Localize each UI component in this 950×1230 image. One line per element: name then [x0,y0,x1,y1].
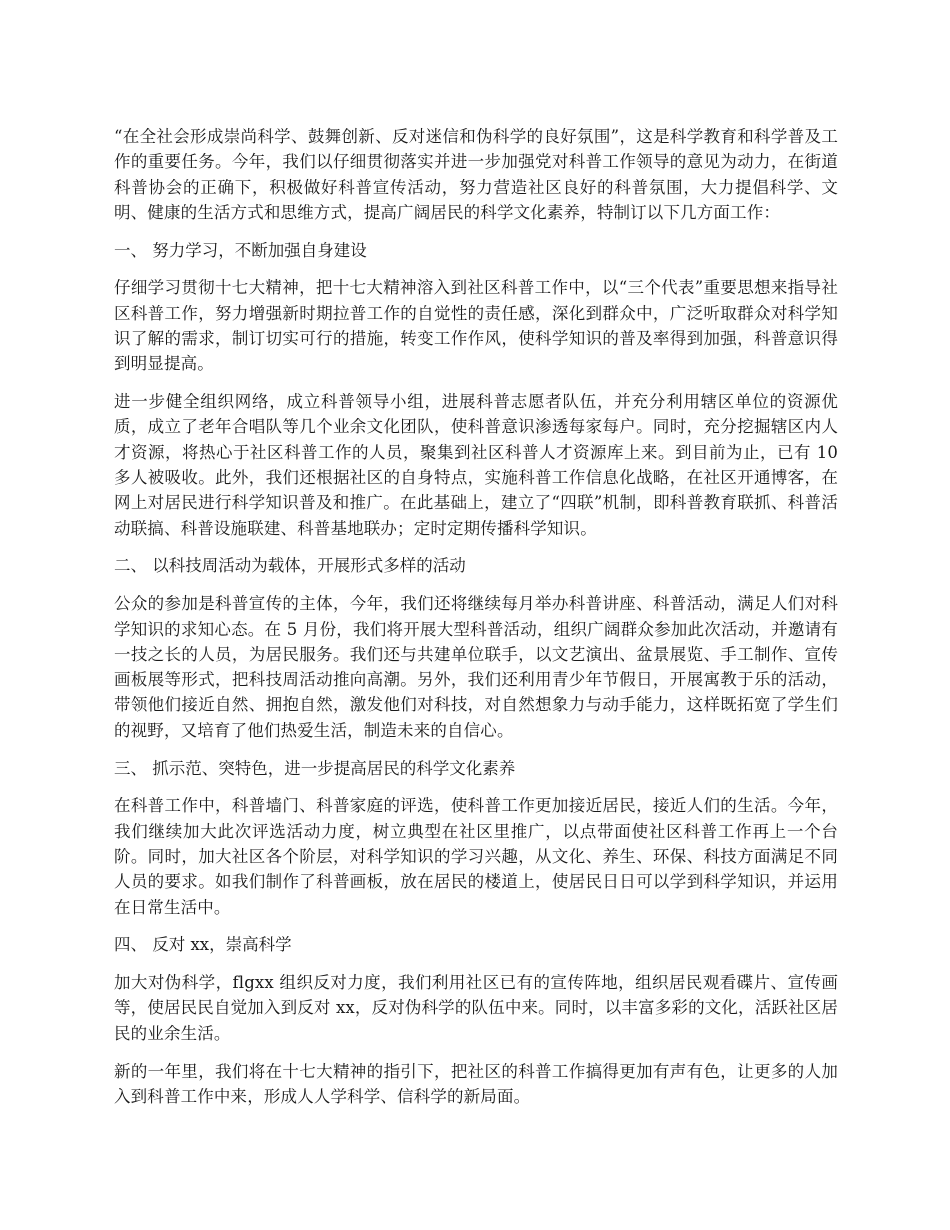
section-heading-4: 四、 反对 xx，崇高科学 [114,935,292,955]
closing-paragraph: 新的一年里，我们将在十七大精神的指引下，把社区的科普工作搞得更加有声有色，让更多的人加入到科普工作中来，形成人人学科学、信科学的新局面。 [114,1061,838,1106]
section-heading-3: 三、 抓示范、突特色，进一步提高居民的科学文化素养 [114,758,516,778]
intro-paragraph: “在全社会形成崇尚科学、鼓舞创新、反对迷信和伪科学的良好氛围”，这是科学教育和科学普及工作的重要任务。今年，我们以仔细贯彻落实并进一步加强党对科普工作领导的意见为动力，在街道科普协会的正确下，积极做好科普宣传活动，努力营造社区良好的科普氛围，大力提倡科学、文明、健康的生活方式和思维方式，提高广阔居民的科学文化素养，特制订以下几方面工作： [114,127,838,222]
body-paragraph: 在科普工作中，科普墙门、科普家庭的评选，使科普工作更加接近居民，接近人们的生活。今年，我们继续加大此次评选活动力度，树立典型在社区里推广，以点带面使社区科普工作再上一个台阶。同时，加大社区各个阶层，对科学知识的学习兴趣，从文化、养生、环保、科技方面满足不同人员的要求。如我们制作了科普画板，放在居民的楼道上，使居民日日可以学到科学知识，并运用在日常生活中。 [114,796,838,917]
body-paragraph: 仔细学习贯彻十七大精神，把十七大精神溶入到社区科普工作中，以“三个代表”重要思想来指导社区科普工作，努力增强新时期拉普工作的自觉性的责任感，深化到群众中，广泛听取群众对科学知识了解的需求，制订切实可行的措施，转变工作作风，使科学知识的普及率得到加强，科普意识得到明显提高。 [114,278,838,374]
document-body [114,124,838,1122]
section-heading-1: 一、 努力学习，不断加强自身建设 [114,240,367,260]
body-paragraph: 公众的参加是科普宣传的主体，今年，我们还将继续每月举办科普讲座、科普活动，满足人们对科学知识的求知心态。在 5 月份，我们将开展大型科普活动，组织广阔群众参加此次活动，并邀请有一技之长的人员，为居民服务。我们还与共建单位联手，以文艺演出、盆景展览、手工制作、宣传画板展等形式，把科技周活动推向高潮。另外，我们还利用青少年节假日，开展寓教于乐的活动，带领他们接近自然、拥抱自然，激发他们对科技，对自然想象力与动手能力，这样既拓宽了学生们的视野，又培育了他们热爱生活，制造未来的自信心。 [114,594,838,740]
body-paragraph: 加大对伪科学，flgxx 组织反对力度，我们利用社区已有的宣传阵地，组织居民观看碟片、宣传画等，使居民民自觉加入到反对 xx，反对伪科学的队伍中来。同时，以丰富多彩的文化，活跃社区居民的业余生活。 [114,973,838,1043]
section-heading-2: 二、 以科技周活动为载体，开展形式多样的活动 [114,556,466,576]
body-paragraph: 进一步健全组织网络，成立科普领导小组，进展科普志愿者队伍，并充分利用辖区单位的资源优质，成立了老年合唱队等几个业余文化团队，使科普意识渗透每家每户。同时，充分挖掘辖区内人才资源，将热心于社区科普工作的人员，聚集到社区科普人才资源库上来。到目前为止，已有 10 多人被吸收。此外，我们还根据社区的自身特点，实施科普工作信息化战略，在社区开通博客，在网上对居民进行科学知识普及和推广。在此基础上，建立了“四联”机制，即科普教育联抓、科普活动联搞、科普设施联建、科普基地联办；定时定期传播科学知识。 [114,392,838,538]
